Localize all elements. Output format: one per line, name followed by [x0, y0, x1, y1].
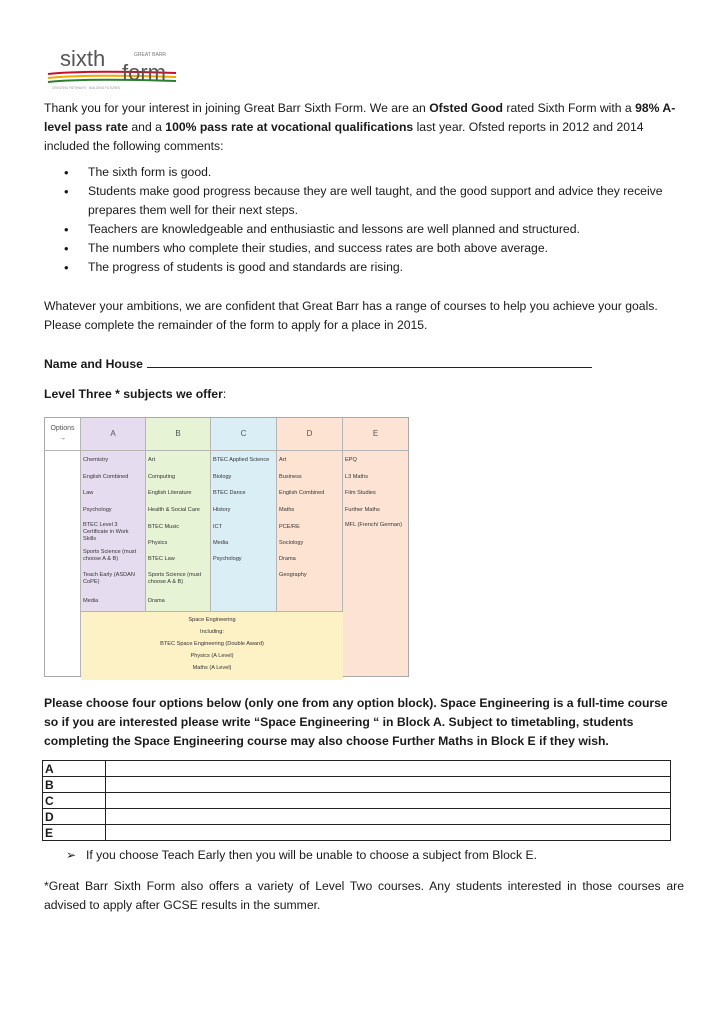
arrow-bullet-icon: ➢ [66, 848, 77, 862]
option-choices-table [42, 760, 671, 841]
grid-subject: Computing [148, 474, 176, 480]
block-e-input[interactable] [106, 825, 671, 841]
grid-subject: Further Maths [345, 507, 380, 513]
grid-subject: Physics [148, 540, 168, 546]
grid-subject: English Combined [279, 490, 325, 496]
grid-subject: BTEC Dance [213, 490, 246, 496]
list-item: • The numbers who complete their studies, and success rates are both above average. [62, 239, 684, 258]
grid-subject: Geography [279, 572, 307, 578]
grid-subject: English Combined [83, 474, 129, 480]
grid-subject: Law [83, 490, 94, 496]
grid-subject: Health & Social Care [148, 507, 200, 513]
grid-subject: Sociology [279, 540, 304, 546]
grid-subject: L3 Maths [345, 474, 369, 480]
grid-subject: Drama [148, 598, 165, 604]
grid-subject: Drama [279, 556, 296, 562]
grid-subject: MFL (French/ German) [345, 522, 402, 528]
name-house-input-line[interactable] [147, 355, 592, 368]
table-row [43, 761, 671, 777]
grid-subject: Biology [213, 474, 232, 480]
grid-subject: BTEC Applied Science [213, 457, 270, 463]
grid-options-label: Options [50, 425, 75, 432]
level-two-footnote: *Great Barr Sixth Form also offers a variety of Level Two courses. Any students interested in those courses are advised to apply after GCSE results in the summer. [44, 879, 684, 912]
grid-subject: BTEC Law [148, 556, 175, 562]
grid-subject: BTEC Music [148, 524, 180, 530]
sixth-form-logo [44, 44, 179, 90]
table-row [43, 809, 671, 825]
table-row [43, 793, 671, 809]
grid-subject: Media [83, 598, 99, 604]
grid-subject: Sports Science (must choose A & B) [83, 549, 137, 562]
options-grid [44, 417, 409, 677]
grid-subject: Maths [279, 507, 295, 513]
grid-options-column [45, 418, 81, 676]
space-engineering-line: BTEC Space Engineering (Double Award) [160, 641, 264, 647]
grid-column-head: B [146, 418, 210, 451]
intro-paragraph: Thank you for your interest in joining Great Barr Sixth Form. We are an Ofsted Good rated Sixth Form with a 98% A-level pass rate and a 100% pass rate at vocational qualifications last year. Ofsted reports in 2012 and 2014 included the following comments: [44, 101, 676, 153]
name-house-label: Name and House [44, 357, 143, 371]
grid-options-arrow: → [59, 435, 66, 442]
grid-column-head: E [343, 418, 408, 451]
vocational-pass-rate: 100% pass rate at vocational qualifications [165, 120, 414, 134]
grid-subject: PCE/RE [279, 524, 300, 530]
logo-sixth: sixth [60, 46, 106, 71]
logo-form: form [122, 60, 166, 85]
block-d-input[interactable] [106, 809, 671, 825]
grid-subject: Psychology [213, 556, 242, 562]
block-label: A [43, 761, 106, 777]
table-row [43, 825, 671, 841]
grid-subject: Art [279, 457, 287, 463]
block-b-input[interactable] [106, 777, 671, 793]
table-row [43, 777, 671, 793]
choose-instructions: Please choose four options below (only one from any option block). Space Engineering is a full-time course so if you are interested please write “Space Engineering “ in Block A. Subject to timetabling, students completing the Space Engineering course may also choose Further Maths in Block E if they wish. [44, 696, 668, 748]
grid-subject: Media [213, 540, 229, 546]
level-three-heading: Level Three * subjects we offer: [44, 387, 227, 401]
space-engineering-line: Space Engineering [188, 617, 236, 623]
block-label: E [43, 825, 106, 841]
grid-subject: ICT [213, 524, 223, 530]
block-label: D [43, 809, 106, 825]
a-level-pass-rate: 98% A-level pass rate [44, 101, 676, 134]
list-item: • Students make good progress because they are well taught, and the good support and advice they receive prepares them well for their next steps. [62, 182, 684, 220]
grid-subject: Psychology [83, 507, 112, 513]
list-item: • The sixth form is good. [62, 163, 684, 182]
grid-column-head: A [81, 418, 145, 451]
block-a-input[interactable] [106, 761, 671, 777]
ofsted-comments-list [62, 163, 684, 277]
grid-subject: EPQ [345, 457, 357, 463]
space-engineering-line: Maths (A Level) [192, 665, 232, 671]
space-engineering-box [81, 611, 343, 680]
ofsted-good: Ofsted Good [429, 101, 504, 115]
grid-subject: Chemistry [83, 457, 109, 463]
grid-subject: Teach Early (ASDAN CoPE) [83, 572, 135, 585]
block-label: C [43, 793, 106, 809]
grid-subject: Art [148, 457, 156, 463]
grid-subject: BTEC Level 3 Certificate in Work Skills [83, 522, 129, 542]
space-engineering-line: Including: [200, 629, 224, 635]
logo-tagline: CREATING PATHWAYS · BUILDING FUTURES [52, 86, 120, 90]
teach-early-note: ➢ If you choose Teach Early then you will be unable to choose a subject from Block E. [66, 846, 537, 865]
grid-subject: Sports Science (must choose A & B) [148, 572, 202, 585]
grid-subject: History [213, 507, 231, 513]
block-c-input[interactable] [106, 793, 671, 809]
list-item: • The progress of students is good and standards are rising. [62, 258, 684, 277]
grid-subject: English Literature [148, 490, 192, 496]
grid-subject: Business [279, 474, 302, 480]
ambitions-paragraph: Whatever your ambitions, we are confident that Great Barr has a range of courses to help you achieve your goals. Please complete the remainder of the form to apply for a place in 2015. [44, 299, 658, 332]
logo-great-barr: GREAT BARR [134, 52, 167, 58]
list-item: • Teachers are knowledgeable and enthusiastic and lessons are well planned and structured. [62, 220, 684, 239]
space-engineering-line: Physics (A Level) [190, 653, 234, 659]
block-label: B [43, 777, 106, 793]
grid-column-e [343, 418, 408, 676]
grid-column-head: C [211, 418, 276, 451]
grid-column-head: D [277, 418, 342, 451]
grid-subject: Film Studies [345, 490, 376, 496]
name-house-row [44, 355, 684, 374]
